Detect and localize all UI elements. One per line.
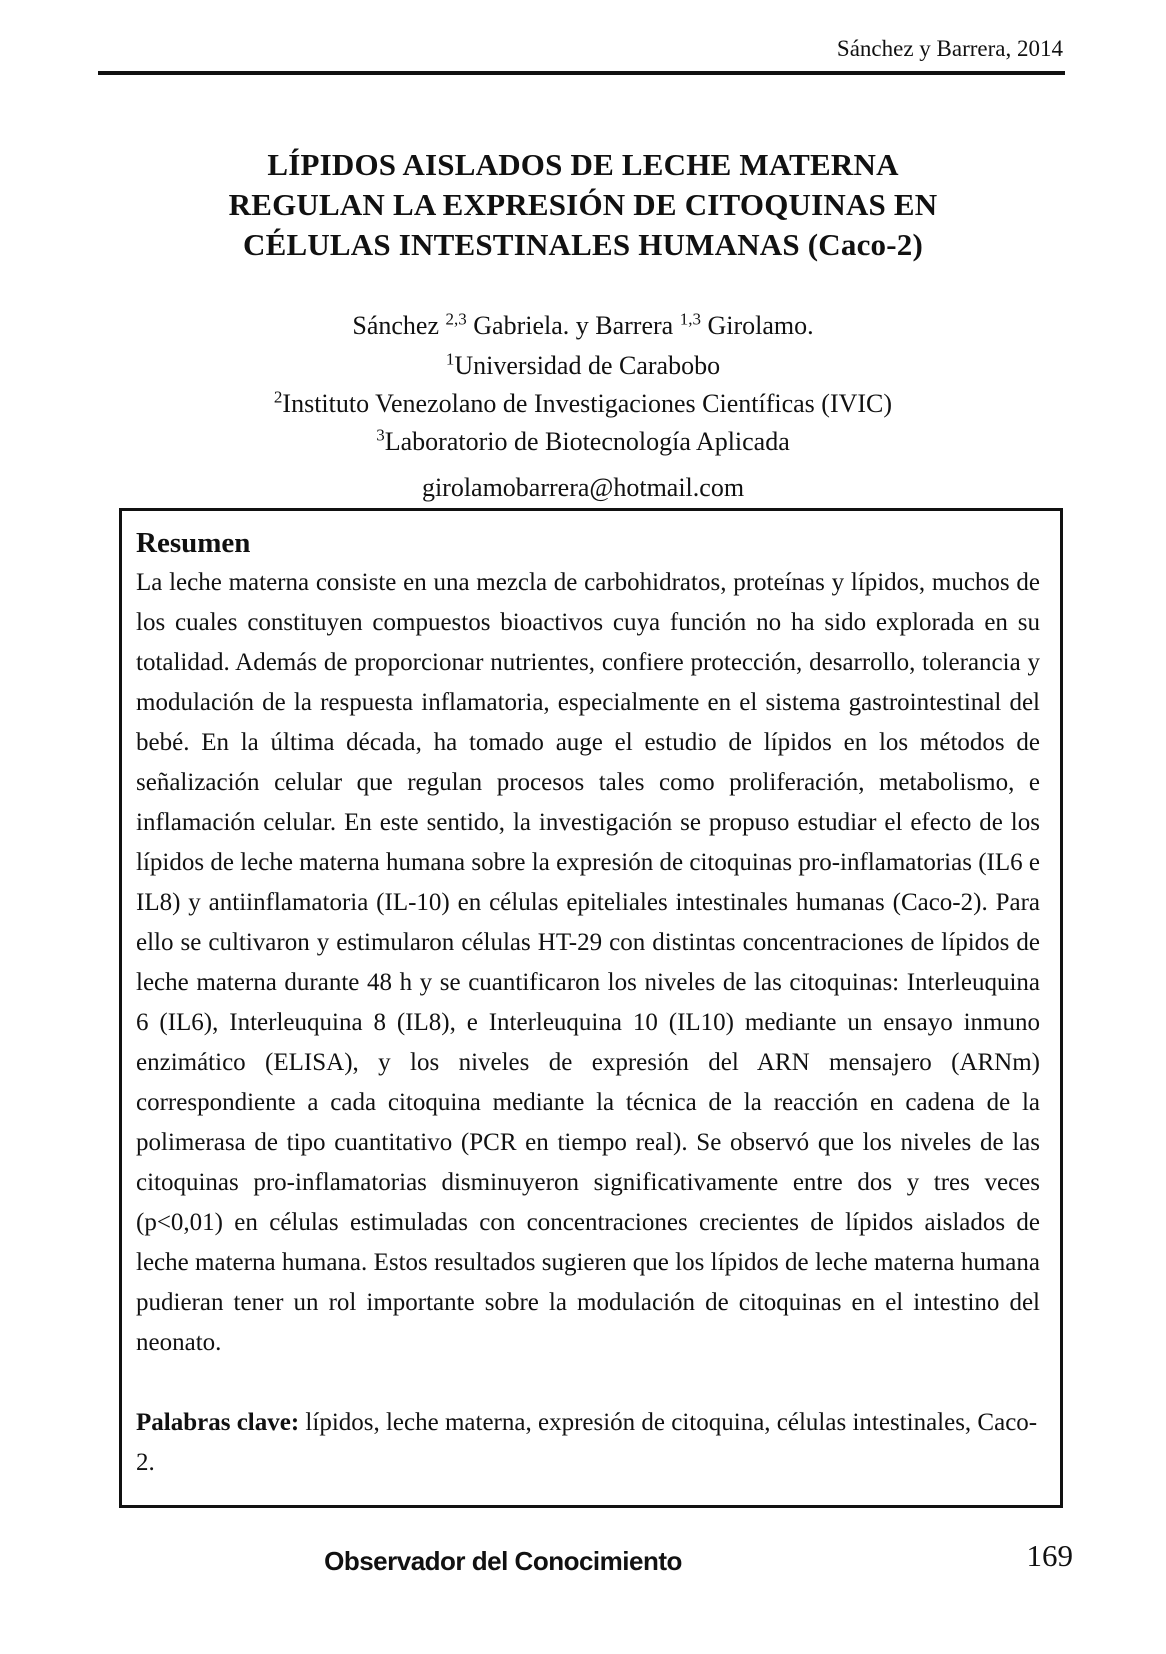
author1-surname: Sánchez (352, 311, 439, 340)
author1-affiliation-sup: 2,3 (445, 309, 467, 329)
affiliation-1-name: Universidad de Carabobo (454, 351, 721, 380)
affiliation-2-sup: 2 (273, 387, 283, 407)
page-footer (0, 1538, 1166, 1588)
page-number: 169 (1026, 1538, 1073, 1573)
header-citation: Sánchez y Barrera, 2014 (836, 36, 1063, 61)
article-title (120, 145, 1046, 265)
authors-connector: y (575, 311, 589, 340)
running-header (0, 0, 1166, 62)
author1-given-name: Gabriela. (473, 311, 570, 340)
affiliation-2-name: Instituto Venezolano de Investigaciones Científicas (IVIC) (282, 389, 893, 418)
header-rule (98, 71, 1065, 75)
article-title-line-1: LÍPIDOS AISLADOS DE LECHE MATERNA (267, 147, 899, 182)
author2-affiliation-sup: 1,3 (679, 309, 701, 329)
journal-name: Observador del Conocimiento (324, 1546, 682, 1576)
article-title-line-2: REGULAN LA EXPRESIÓN DE CITOQUINAS EN (228, 187, 938, 222)
affiliation-1 (0, 347, 1166, 385)
abstract-box (119, 508, 1063, 1508)
affiliation-3 (0, 423, 1166, 461)
keywords-text: lípidos, leche materna, expresión de citoquina, células intestinales, Caco-2. (136, 1409, 1038, 1476)
byline-block (0, 307, 1166, 507)
affiliation-3-name: Laboratorio de Biotecnología Aplicada (384, 427, 790, 456)
affiliation-1-sup: 1 (445, 349, 455, 369)
abstract-body-text: La leche materna consiste en una mezcla de carbohidratos, proteínas y lípidos, muchos de los cuales constituyen compuestos bioactivos cuya función no ha sido explorada en su totalidad. Además de proporcionar nutrientes, confiere protección, desarrollo, tolerancia y modulación de la respuesta inflamatoria, especialmente en el sistema gastrointestinal del bebé. En la última década, ha tomado auge el estudio de lípidos en los métodos de señalización celular que regulan procesos tales como proliferación, metabolismo, e inflamación celular. En este sentido, la investigación se propuso estudiar el efecto de los lípidos de leche materna humana sobre la expresión de citoquinas pro-inflamatorias (IL6 e IL8) y antiinflamatoria (IL-10) en células epiteliales intestinales humanas (Caco-2). Para ello se cultivaron y estimularon células HT-29 con distintas concentraciones de lípidos de leche materna durante 48 h y se cuantificaron los niveles de las citoquinas: Interleuquina 6 (IL6), Interleuquina 8 (IL8), e Interleuquina 10 (IL10) mediante un ensayo inmuno enzimático (ELISA), y los niveles de expresión del ARN mensajero (ARNm) correspondiente a cada citoquina mediante la técnica de la reacción en cadena de la polimerasa de tipo cuantitativo (PCR en tiempo real). Se observó que los niveles de las citoquinas pro-inflamatorias disminuyeron significativamente entre dos y tres veces (p<0,01) en células estimuladas con concentraciones crecientes de lípidos aislados de leche materna humana. Estos resultados sugieren que los lípidos de leche materna humana pudieran tener un rol importante sobre la modulación de citoquinas en el intestino del neonato. (136, 569, 1040, 1356)
affiliation-3-sup: 3 (376, 425, 385, 445)
abstract-heading: Resumen (136, 527, 251, 559)
authors-line (0, 307, 1166, 345)
contact-email: girolamobarrera@hotmail.com (421, 473, 745, 502)
affiliation-2 (0, 385, 1166, 423)
author2-given-name: Girolamo. (707, 311, 814, 340)
article-title-line-3: CÉLULAS INTESTINALES HUMANAS (Caco-2) (242, 227, 923, 262)
keywords-label: Palabras clave: (136, 1409, 300, 1436)
author2-surname: Barrera (595, 311, 674, 340)
keywords-line (136, 1403, 1040, 1483)
